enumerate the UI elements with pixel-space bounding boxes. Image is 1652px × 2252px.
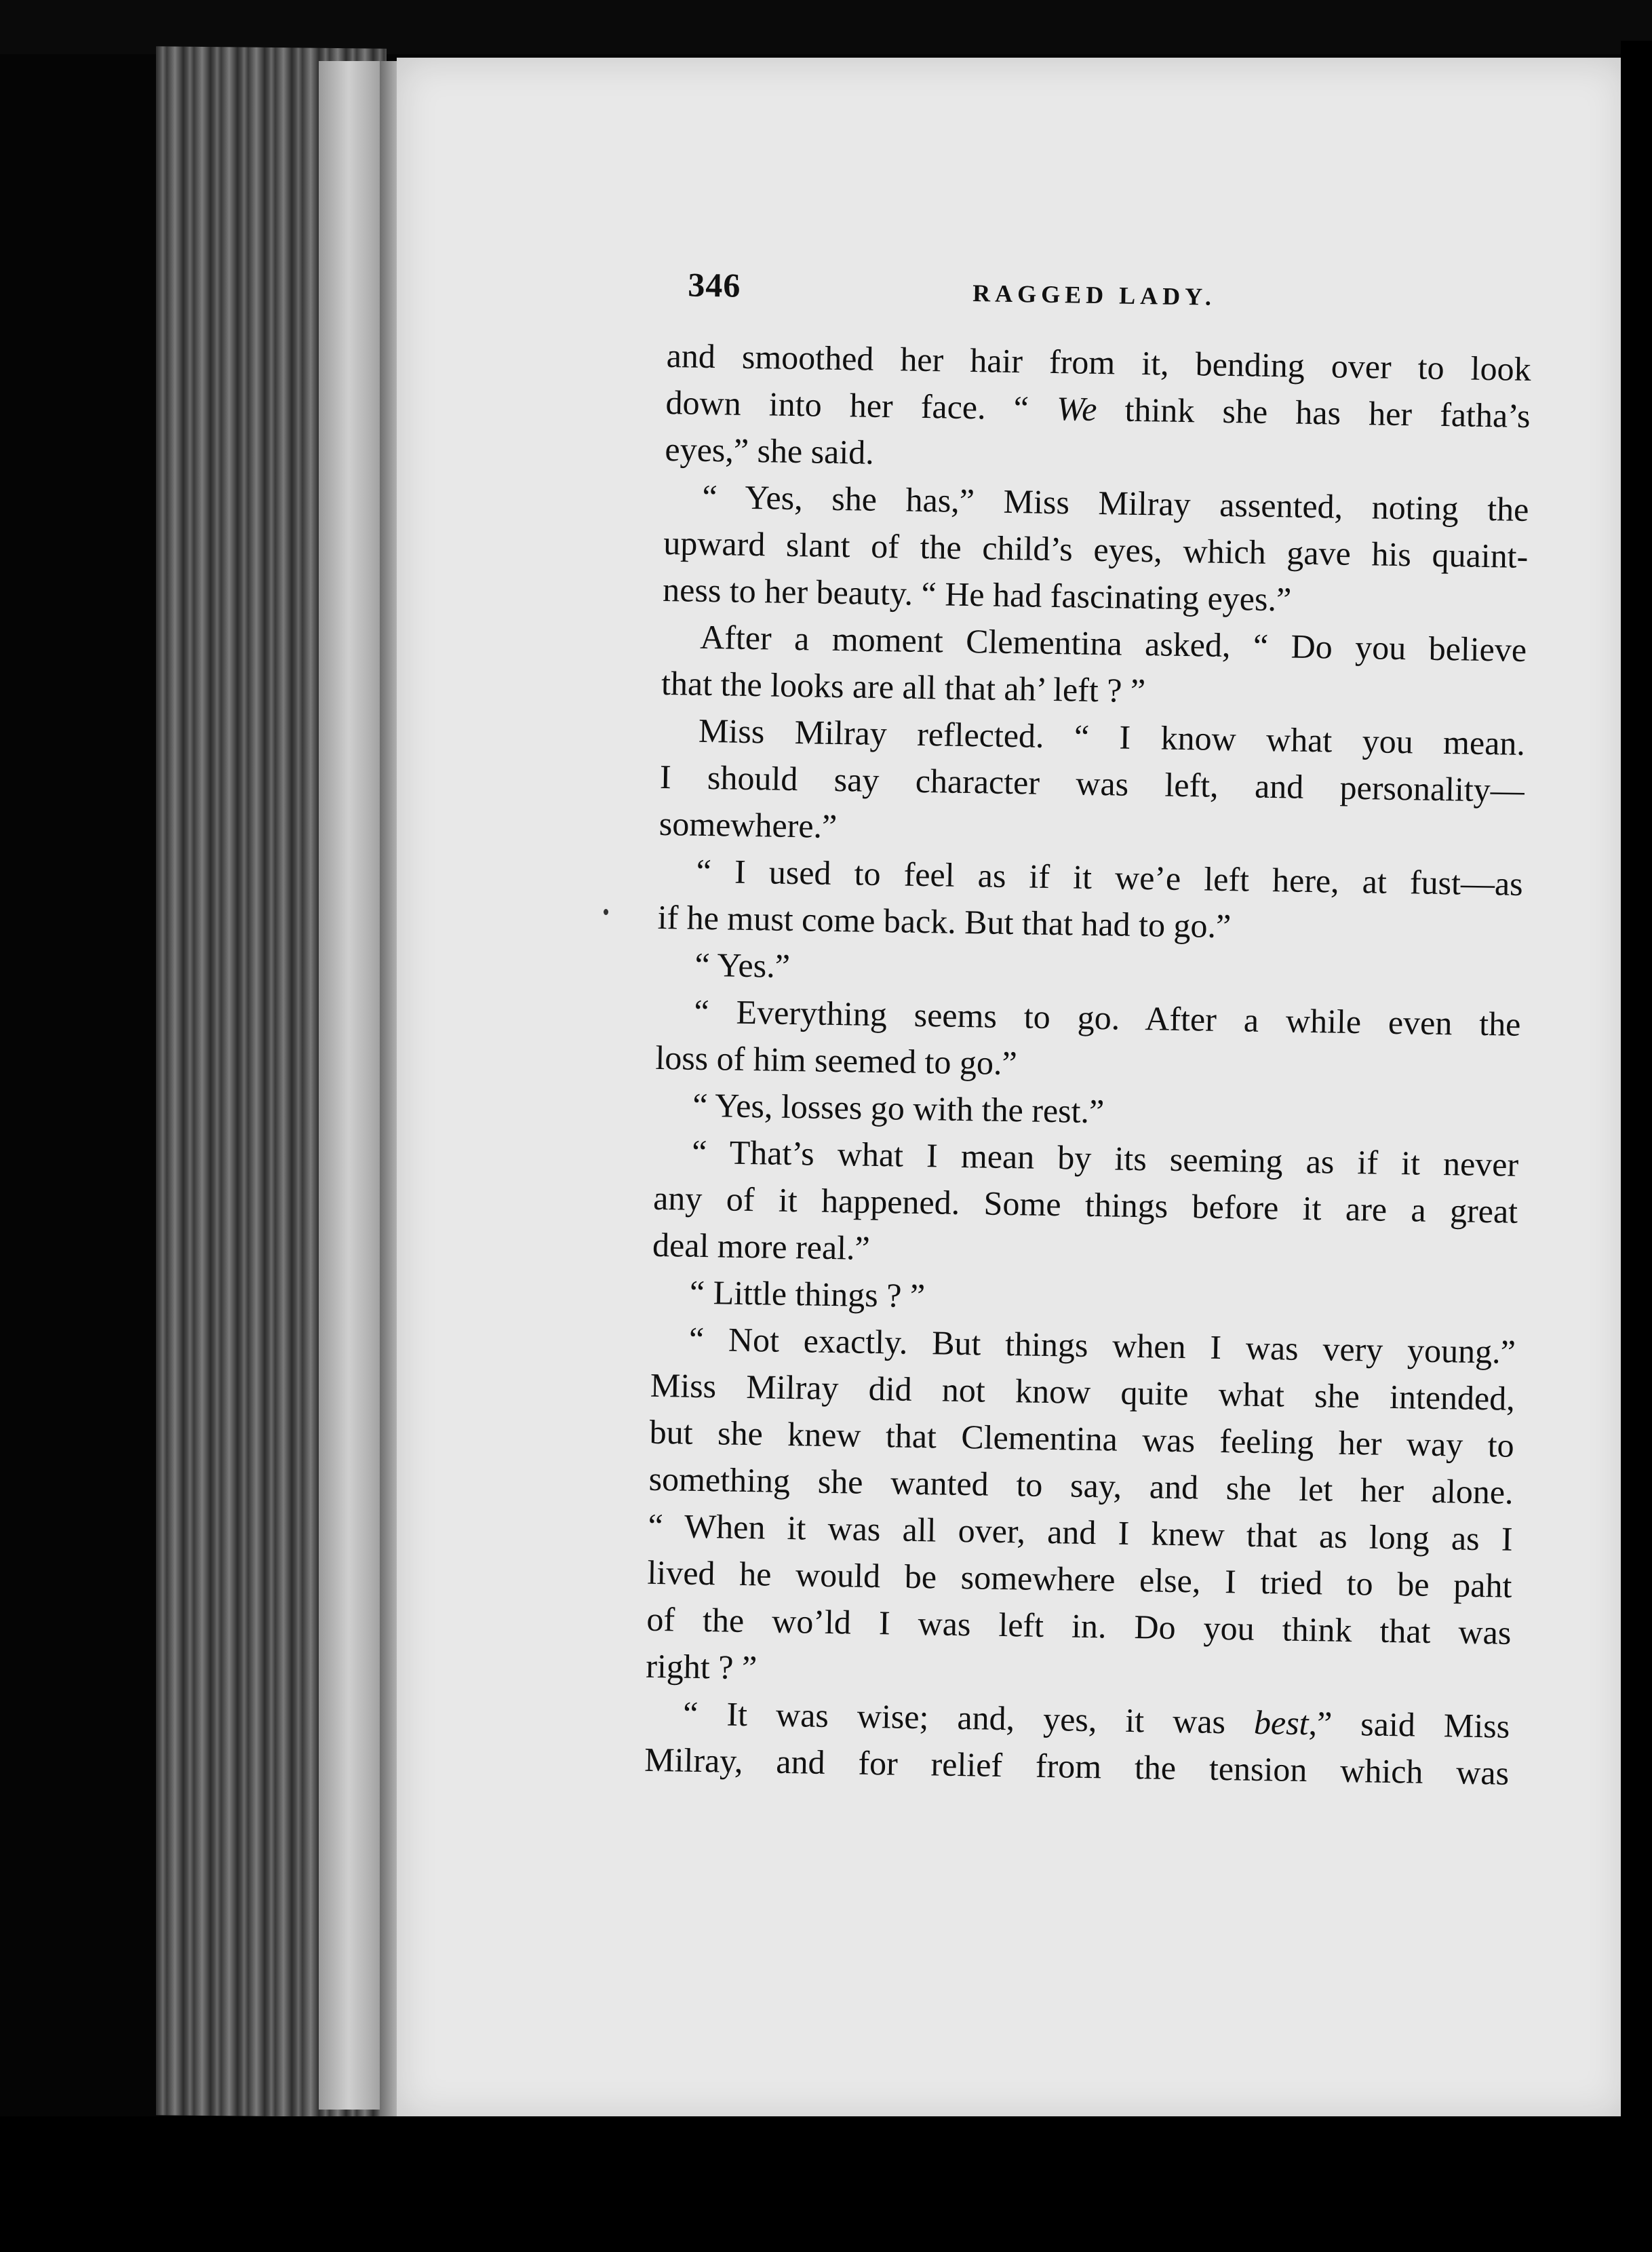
text-line: “ I used to feel as if it we’e left here, at fust—as (696, 851, 1524, 903)
text-line: “ When it was all over, and I knew that as long as I (648, 1506, 1513, 1558)
bottom-margin (0, 2116, 1652, 2252)
dust-speck (604, 909, 608, 915)
top-margin (0, 0, 1652, 54)
text-line: After a moment Clementina asked, “ Do you believe (699, 617, 1527, 669)
text-line: Milray, and for relief from the tension which was (644, 1740, 1510, 1792)
text-line: somewhere.” (658, 804, 838, 846)
page-text-block (644, 258, 1533, 1797)
body-text (644, 332, 1531, 1797)
italic-text-run: We (1056, 389, 1097, 428)
page-number: 346 (687, 265, 741, 305)
text-line: “ Not exactly. But things when I was very young.” (688, 1319, 1516, 1371)
page-header (667, 258, 1533, 346)
text-line: but she knew that Clementina was feeling her way to (649, 1412, 1515, 1464)
text-line: lived he would be somewhere else, I tried to be paht (647, 1553, 1512, 1605)
text-line: “ Yes, losses go with the rest.” (692, 1085, 1105, 1131)
text-line: “ That’s what I mean by its seeming as if it never (691, 1132, 1519, 1184)
text-line: “ Yes.” (694, 945, 791, 985)
text-line: I should say character was left, and personality— (659, 757, 1525, 809)
text-line: “ Little things ? ” (689, 1273, 926, 1315)
text-run: ,” said Miss (1308, 1704, 1510, 1745)
text-line: “ Everything seems to go. After a while even the (694, 992, 1521, 1043)
text-line: something she wanted to say, and she let her alone. (648, 1459, 1514, 1511)
text-line: loss of him seemed to go.” (655, 1038, 1018, 1083)
text-run: down into her face. “ (665, 383, 1057, 428)
text-line: right ? ” (645, 1646, 758, 1687)
italic-text-run: best (1253, 1703, 1310, 1743)
text-line: Miss Milray reflected. “ I know what you mean. (698, 711, 1526, 762)
running-title: RAGGED LADY. (972, 279, 1217, 311)
text-line: deal more real.” (652, 1225, 871, 1267)
text-line: ness to her beauty. “ He had fascinating eyes.” (662, 570, 1292, 619)
text-line: any of it happened. Some things before it are a great (652, 1178, 1518, 1230)
right-frame (1621, 41, 1652, 2143)
text-run: think she has her fatha’s (1096, 389, 1531, 435)
text-line: if he must come back. But that had to go.” (657, 897, 1232, 946)
text-run: “ It was wise; and, yes, it was (682, 1694, 1255, 1741)
text-line: that the looks are all that ah’ left ? ” (661, 663, 1146, 710)
text-line: of the wo’ld I was left in. Do you think that was (646, 1599, 1512, 1652)
text-line: eyes,” she said. (665, 429, 875, 471)
text-line: and smoothed her hair from it, bending over to look (666, 336, 1532, 389)
text-line: “ Yes, she has,” Miss Milray assented, noting the (702, 477, 1529, 528)
text-line: upward slant of the child’s eyes, which gave his quaint- (663, 523, 1529, 575)
text-line: Miss Milray did not know quite what she intended, (650, 1365, 1516, 1418)
